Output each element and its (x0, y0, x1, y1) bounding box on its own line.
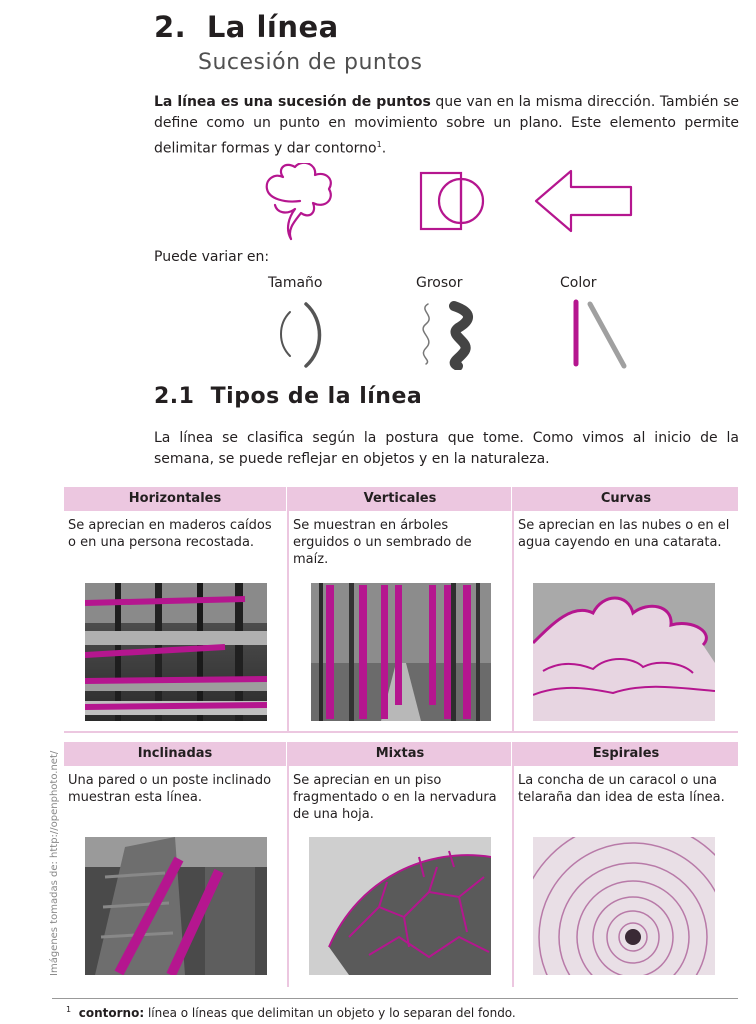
type-desc-mixtas: Se aprecian en un piso fragmentado o en la nervadura de una hoja. (293, 773, 497, 822)
color-lines-icon (566, 298, 636, 370)
inclined-lines-photo (85, 837, 267, 975)
footnote-text: línea o líneas que delimitan un objeto y lo separan del fondo. (144, 1006, 516, 1020)
size-parentheses-icon (272, 300, 328, 370)
section-subtitle: Sucesión de puntos (198, 50, 423, 75)
type-desc-curvas: Se aprecian en las nubes o en el agua cayendo en una catarata. (518, 518, 730, 550)
mixed-lines-photo (309, 837, 491, 975)
section-title (154, 10, 339, 44)
variations-label: Puede variar en: (154, 249, 270, 265)
footnote-ref: 1 (376, 140, 382, 149)
intro-end: . (381, 140, 387, 157)
subsection-intro: La línea se clasifica según la postura que tome. Como vimos al inicio de la semana, se puede reflejar en objetos y en la naturaleza. (154, 430, 739, 467)
variation-size-label: Tamaño (268, 275, 323, 291)
image-credit: Imágenes tomadas de: http://openphoto.net/ (49, 750, 60, 976)
type-header-espirales: Espirales (514, 742, 738, 766)
spiral-lines-photo (533, 837, 715, 975)
table-divider (512, 742, 514, 987)
section-number: 2. (154, 10, 187, 44)
type-desc-espirales: La concha de un caracol o una telaraña dan idea de esta línea. (518, 773, 725, 805)
subsection-title (154, 384, 422, 409)
curved-lines-photo (533, 583, 715, 721)
footnote (66, 1005, 516, 1020)
type-header-inclinadas: Inclinadas (64, 742, 286, 766)
table-divider (64, 731, 738, 733)
table-divider (512, 487, 514, 732)
variation-thickness-label: Grosor (416, 275, 463, 291)
type-header-horizontales: Horizontales (64, 487, 286, 511)
type-desc-inclinadas: Una pared o un poste inclinado muestran esta línea. (68, 773, 272, 805)
type-header-mixtas: Mixtas (289, 742, 511, 766)
horizontal-lines-photo (85, 583, 267, 721)
arrow-left-shape-icon (533, 168, 635, 234)
type-header-curvas: Curvas (514, 487, 738, 511)
thickness-wave-icon (414, 298, 494, 370)
square-circle-shape-icon (418, 170, 488, 232)
table-divider (287, 487, 289, 732)
intro-paragraph (154, 92, 739, 160)
subsection-number: 2.1 (154, 384, 195, 409)
variation-color-label: Color (560, 275, 597, 291)
section-title-text: La línea (206, 10, 339, 44)
vertical-lines-photo (311, 583, 491, 721)
subsection-title-text: Tipos de la línea (210, 384, 423, 409)
footnote-rule (52, 998, 738, 999)
type-desc-verticales: Se muestran en árboles erguidos o un sembrado de maíz. (293, 518, 472, 567)
footnote-term: contorno: (78, 1006, 145, 1020)
type-desc-horizontales: Se aprecian en maderos caídos o en una persona recostada. (68, 518, 272, 550)
footnote-number: 1 (66, 1005, 72, 1014)
clover-shape-icon (255, 163, 345, 243)
type-header-verticales: Verticales (289, 487, 511, 511)
intro-rest: que van en la misma dirección. También se define como un punto en movimiento sobre un plano. Este elemento permite delimitar formas y dar contorno (154, 94, 739, 157)
intro-bold: La línea es una sucesión de puntos (154, 94, 431, 110)
table-divider (287, 742, 289, 987)
